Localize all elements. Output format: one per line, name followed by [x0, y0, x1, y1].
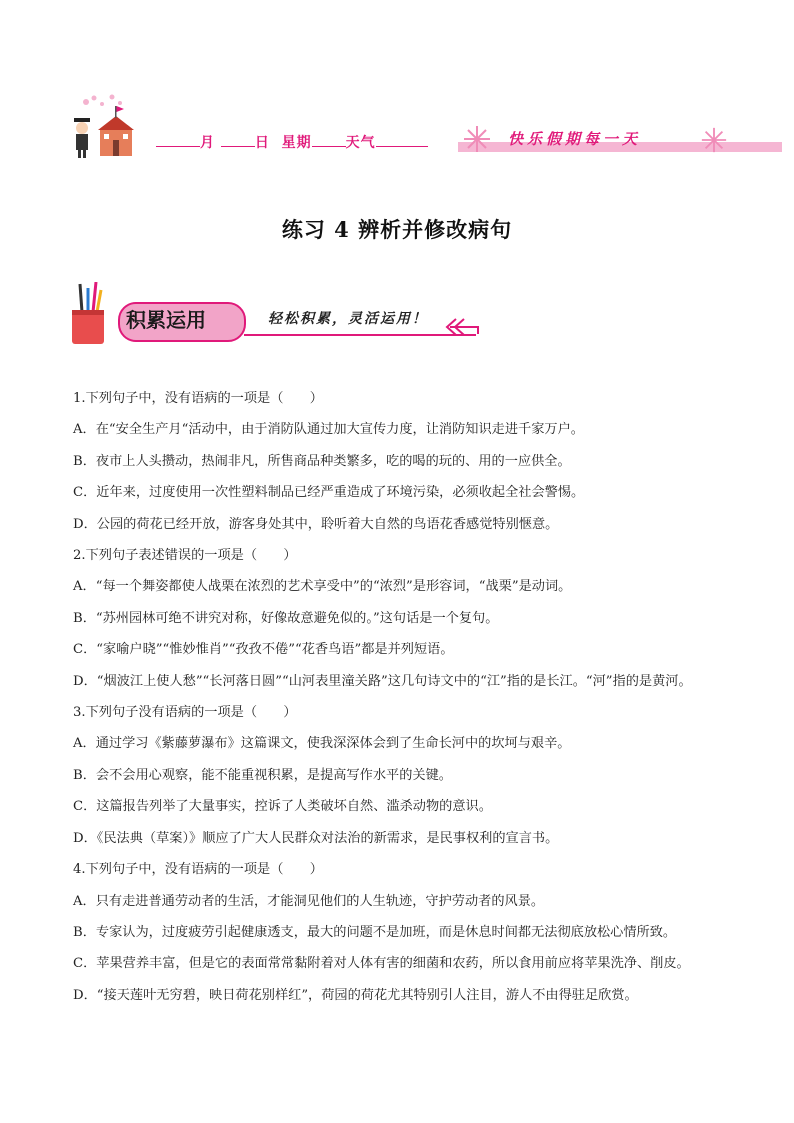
option-a: A．在“安全生产月“活动中，由于消防队通过加大宣传力度，让消防知识走进千家万户。 — [73, 422, 584, 438]
option-d: D．《民法典（草案）》顺应了广大人民群众对法治的新需求，是民事权利的宣言书。 — [73, 830, 559, 846]
option-b: B．“苏州园林可绝不讲究对称，好像故意避免似的。”这句话是一个复句。 — [73, 610, 499, 626]
page-title: 练习 4 辨析并修改病句 — [281, 217, 513, 242]
option-a: A．通过学习《紫藤萝瀑布》这篇课文，使我深深体会到了生命长河中的坎坷与艰辛。 — [73, 736, 571, 752]
option-a: A．只有走进普通劳动者的生活，才能洞见他们的人生轨迹，守护劳动者的风景。 — [73, 893, 545, 909]
section-name: 积累运用 — [126, 308, 206, 332]
option-a: A．“每一个舞姿都使人战栗在浓烈的艺术享受中”的“浓烈”是形容词，“战栗”是动词。 — [73, 579, 572, 595]
snowflake-icon — [700, 126, 728, 154]
option-d: D．“接天莲叶无穷碧，映日荷花别样红”，荷园的荷花尤其特别引人注目，游人不由得驻足欣赏。 — [73, 987, 638, 1003]
option-c: C．近年来，过度使用一次性塑料制品已经严重造成了环境污染，必须收起全社会警惕。 — [73, 485, 585, 501]
option-c: C．“家喻户晓”“惟妙惟肖”“孜孜不倦”“花香鸟语”都是并列短语。 — [73, 642, 454, 658]
header-banner — [68, 92, 782, 164]
option-d: D．“烟波江上使人愁”“长河落日圆”“山河表里潼关路”这几句诗文中的“江”指的是长江。“河”指的是黄河。 — [73, 673, 692, 689]
date-weather-label: 天气 — [345, 135, 376, 151]
question-stem: 1.下列句子中，没有语病的一项是（ ） — [73, 391, 323, 406]
pen-holder-icon — [68, 282, 108, 346]
section-underline — [244, 334, 476, 336]
question-2 — [73, 540, 733, 697]
question-list — [73, 383, 733, 1011]
option-b: B．夜市上人头攒动，热闹非凡，所售商品种类繁多，吃的喝的玩的、用的一应供全。 — [73, 453, 571, 469]
option-b: B．专家认为，过度疲劳引起健康透支，最大的问题不是加班，而是休息时间都无法彻底放松心情所致。 — [73, 924, 677, 940]
snowflake-icon — [462, 124, 492, 154]
section-subtitle: 轻松积累，灵活运用！ — [268, 311, 428, 327]
graduate-school-icon — [68, 92, 158, 164]
option-c: C．苹果营养丰富，但是它的表面常常黏附着对人体有害的细菌和农药，所以食用前应将苹果洗净、削皮。 — [73, 956, 690, 972]
slogan-strip — [458, 126, 782, 156]
option-c: C．这篇报告列举了大量事实，控诉了人类破坏自然、滥杀动物的意识。 — [73, 799, 492, 815]
date-day-label: 日 — [254, 135, 270, 151]
date-month-label: 月 — [200, 135, 215, 151]
question-stem: 2.下列句子表述错误的一项是（ ） — [73, 548, 297, 564]
arrow-left-icon — [444, 316, 484, 338]
question-1 — [73, 383, 733, 540]
option-d: D．公园的荷花已经开放，游客身处其中，聆听着大自然的鸟语花香感觉特别惬意。 — [73, 516, 559, 532]
date-weekday-label: 星期 — [281, 135, 312, 151]
question-3 — [73, 697, 733, 854]
slogan-text: 快乐假期每一天 — [508, 130, 642, 148]
date-line — [156, 132, 428, 152]
question-4 — [73, 854, 733, 1011]
question-stem: 3.下列句子没有语病的一项是（ ） — [73, 705, 297, 721]
question-stem: 4.下列句子中，没有语病的一项是（ ） — [73, 862, 323, 878]
option-b: B．会不会用心观察，能不能重视积累，是提高写作水平的关键。 — [73, 767, 452, 783]
section-banner — [68, 282, 488, 352]
